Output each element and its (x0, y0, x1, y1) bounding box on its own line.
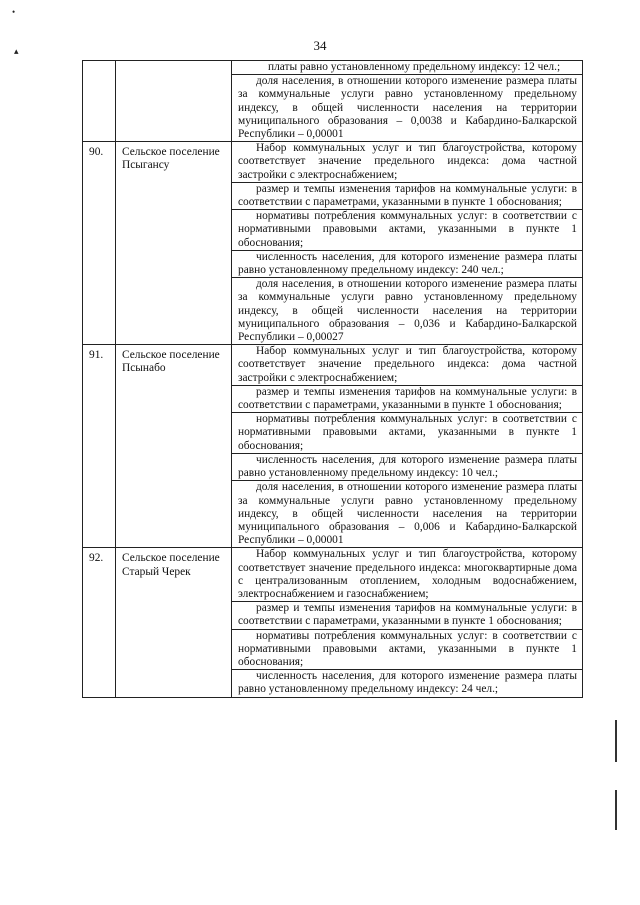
paragraph: численность населения, для которого изменение размера платы равно установленному предельному индексу: 24 чел.; (232, 669, 582, 696)
table-row-90 (83, 142, 583, 345)
paragraph: доля населения, в отношении которого изменение размера платы за коммунальные услуги равно установленному предельному индексу, в общей численности населения на территории муниципального образования – 0,0038 и Кабардино-Балкарской Республики – 0,00001 (232, 74, 582, 141)
cell-description (232, 61, 583, 142)
cell-description (232, 548, 583, 697)
paragraph: платы равно установленному предельному индексу: 12 чел.; (268, 61, 561, 73)
cell-settlement (116, 345, 232, 548)
settlement-name: Сельское поселение Псыгансу (122, 146, 220, 172)
paragraph: Набор коммунальных услуг и тип благоустройства, которому соответствует значение предельного индекса: дома частной застройки с электроснабжением; (238, 142, 577, 181)
paragraph: Набор коммунальных услуг и тип благоустройства, которому соответствует значение предельного индекса: дома частной застройки с электроснабжением; (238, 345, 577, 384)
row-number: 90. (89, 146, 104, 159)
cell-settlement (116, 142, 232, 345)
settlement-name: Сельское поселение Старый Черек (122, 552, 220, 578)
cell-number (83, 345, 116, 548)
paragraph: размер и темпы изменения тарифов на коммунальные услуги: в соответствии с параметрами, указанными в пункте 1 обоснования; (232, 601, 582, 628)
cell-description (232, 142, 583, 345)
scan-edge-mark (615, 790, 617, 830)
paragraph: нормативы потребления коммунальных услуг: в соответствии с нормативными правовыми актами, указанными в пункте 1 обоснования; (232, 209, 582, 250)
page-number: 34 (313, 38, 327, 53)
cell-number (83, 142, 116, 345)
paragraph: доля населения, в отношении которого изменение размера платы за коммунальные услуги равно установленному предельному индексу, в общей численности населения на территории муниципального образования – 0,036 и Кабардино-Балкарской Республики – 0,00027 (232, 277, 582, 344)
row-number: 92. (89, 552, 104, 565)
cell-settlement (116, 548, 232, 697)
table-row-92 (83, 548, 583, 697)
paragraph: Набор коммунальных услуг и тип благоустройства, которому соответствует значение предельного индекса: многоквартирные дома с централизованным отоплением, холодным водоснабжением, электроснабжением и газоснабжением; (238, 548, 577, 600)
paragraph: доля населения, в отношении которого изменение размера платы за коммунальные услуги равно установленному предельному индексу, в общей численности населения на территории муниципального образования – 0,006 и Кабардино-Балкарской Республики – 0,00001 (232, 480, 582, 547)
table-row-91 (83, 345, 583, 548)
scan-edge-mark (615, 720, 617, 762)
paragraph: численность населения, для которого изменение размера платы равно установленному предельному индексу: 240 чел.; (232, 250, 582, 277)
margin-triangle-mark: ▴ (14, 46, 19, 56)
margin-dot-mark: • (12, 7, 16, 17)
cell-description (232, 345, 583, 548)
paragraph: нормативы потребления коммунальных услуг: в соответствии с нормативными правовыми актами, указанными в пункте 1 обоснования; (232, 412, 582, 453)
cell-settlement (116, 61, 232, 142)
paragraph: численность населения, для которого изменение размера платы равно установленному предельному индексу: 10 чел.; (232, 453, 582, 480)
paragraph: нормативы потребления коммунальных услуг: в соответствии с нормативными правовыми актами, указанными в пункте 1 обоснования; (232, 629, 582, 670)
cell-number (83, 61, 116, 142)
cell-number (83, 548, 116, 697)
row-number: 91. (89, 349, 104, 362)
settlements-table (82, 60, 583, 698)
paragraph: размер и темпы изменения тарифов на коммунальные услуги: в соответствии с параметрами, указанными в пункте 1 обоснования; (232, 182, 582, 209)
settlement-name: Сельское поселение Псынабо (122, 349, 220, 375)
paragraph: размер и темпы изменения тарифов на коммунальные услуги: в соответствии с параметрами, указанными в пункте 1 обоснования; (232, 385, 582, 412)
table-row-continuation (83, 61, 583, 142)
